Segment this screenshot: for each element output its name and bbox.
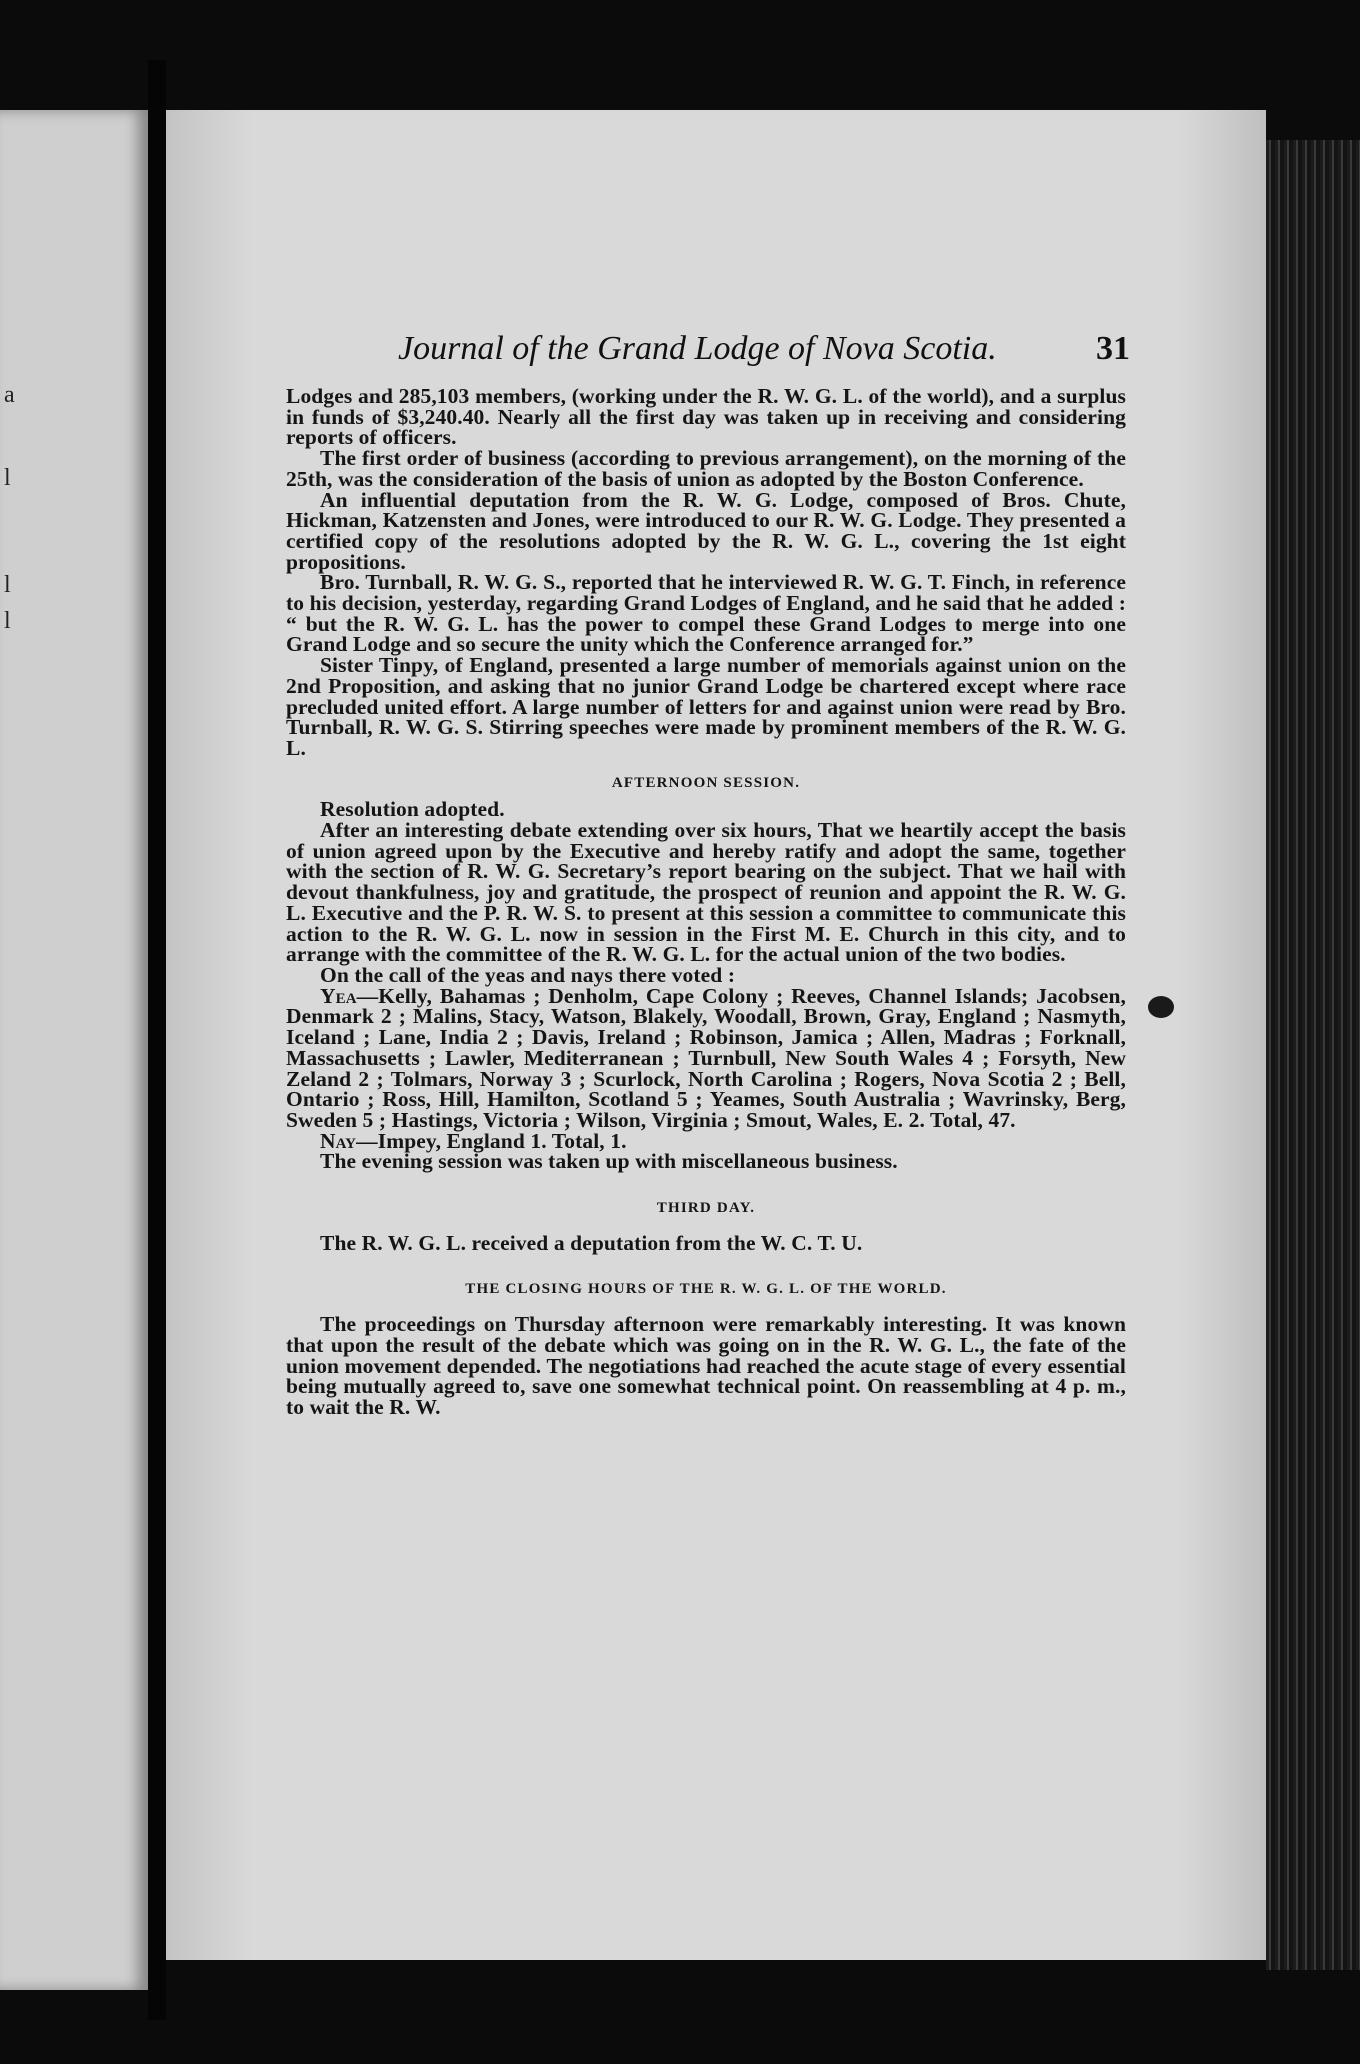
book-gutter: [148, 60, 166, 2020]
paragraph: Resolution adopted.: [320, 797, 505, 822]
page-stack-edge: [1266, 140, 1360, 1970]
paragraph: Sister Tinpy, of England, presented a large number of memorials against union on the 2nd Proposition, and asking that no junior Grand Lodge be chartered except where race precluded united effort. A large number of letters for and against union were read by Bro. Turnball, R. W. G. S. Stirring speeches were made by prominent members of the R. W. G. L.: [286, 653, 1126, 760]
journal-title: Journal of the Grand Lodge of Nova Scotia.: [398, 330, 997, 367]
left-page-fragment: a: [4, 382, 15, 408]
section-heading: THIRD DAY.: [656, 1200, 756, 1217]
paragraph: The proceedings on Thursday afternoon were remarkably interesting. It was known that upon the result of the debate which was going on in the R. W. G. L., the fate of the union movement depended. The negotiations had reached the acute stage of every essential being mutually agreed to, save one somewhat technical point. On reassembling at 4 p. m., to wait the R. W.: [286, 1312, 1126, 1419]
paragraph: On the call of the yeas and nays there voted :: [320, 962, 736, 987]
nay-list: —Impey, England 1. Total, 1.: [356, 1128, 627, 1153]
ink-blot: [1148, 996, 1174, 1018]
vote-yea: [286, 983, 1126, 1132]
left-page-edge: [0, 110, 148, 1990]
page-body: [286, 386, 1126, 1418]
paragraph: The R. W. G. L. received a deputation from the W. C. T. U.: [320, 1230, 863, 1255]
paragraph: After an interesting debate extending over six hours, That we heartily accept the basis of union agreed upon by the Executive and hereby ratify and adopt the same, together with the section of R. W. G. Secretary’s report bearing on the subject. That we hail with devout thankfulness, joy and gratitude, the prospect of reunion and appoint the R. W. G. L. Executive and the P. R. W. S. to present at this session a committee to communicate this action to the R. W. G. L. now in session in the First M. E. Church in this city, and to arrange with the committee of the R. W. G. L. for the actual union of the two bodies.: [286, 818, 1126, 967]
left-page-fragment: l: [4, 572, 11, 598]
running-header: [230, 330, 1130, 376]
page-number: 31: [1096, 330, 1130, 367]
paragraph: An influential deputation from the R. W. G. Lodge, composed of Bros. Chute, Hickman, Katzensten and Jones, were introduced to our R. W. G. Lodge. They presented a certified copy of the resolutions adopted by the R. W. G. L., covering the 1st eight propositions.: [286, 487, 1126, 574]
paragraph: Bro. Turnball, R. W. G. S., reported that he interviewed R. W. G. T. Finch, in reference to his decision, yesterday, regarding Grand Lodges of England, and he said that he added : “ but the R. W. G. L. has the power to compel these Grand Lodges to merge into one Grand Lodge and so secure the unity which the Conference arranged for.”: [286, 570, 1126, 657]
yea-label: Yea: [320, 983, 357, 1008]
paragraph: Lodges and 285,103 members, (working under the R. W. G. L. of the world), and a surplus in funds of $3,240.40. Nearly all the first day was taken up in receiving and considering reports of officers.: [286, 384, 1126, 450]
vote-nay: [286, 1128, 1126, 1153]
nay-label: Nay: [320, 1128, 357, 1153]
paragraph: The evening session was taken up with miscellaneous business.: [320, 1149, 898, 1174]
paragraph: The first order of business (according to previous arrangement), on the morning of the 25th, was the consideration of the basis of union as adopted by the Boston Conference.: [286, 446, 1126, 491]
left-page-fragment: l: [4, 608, 11, 634]
left-page-fragment: l: [4, 465, 11, 491]
section-heading: THE CLOSING HOURS OF THE R. W. G. L. OF THE WORLD.: [465, 1281, 947, 1298]
section-heading: AFTERNOON SESSION.: [611, 774, 801, 791]
yea-list: —Kelly, Bahamas ; Denholm, Cape Colony ; Reeves, Channel Islands; Jacobsen, Denmark 2 ; Malins, Stacy, Watson, Blakely, Woodall, Brown, Gray, England ; Nasmyth, Iceland ; Lane, India 2 ; Davis, Ireland ; Robinson, Jamica ; Allen, Madras ; Forknall, Massachusetts ; Lawler, Mediterranean ; Turnbull, New South Wales 4 ; Forsyth, New Zeland 2 ; Tolmars, Norway 3 ; Scurlock, North Carolina ; Rogers, Nova Scotia 2 ; Bell, Ontario ; Ross, Hill, Hamilton, Scotland 5 ; Yeames, South Australia ; Wavrinsky, Berg, Sweden 5 ; Hastings, Victoria ; Wilson, Virginia ; Smout, Wales, E. 2. Total, 47.: [286, 983, 1126, 1132]
